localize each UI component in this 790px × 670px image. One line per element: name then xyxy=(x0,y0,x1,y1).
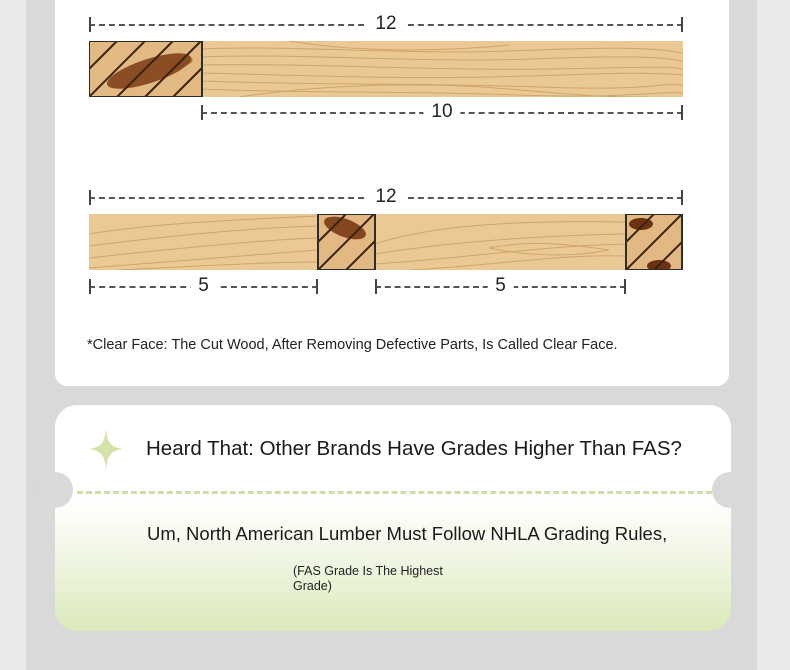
dashed-divider xyxy=(77,491,712,494)
ticket-notch-left xyxy=(37,472,73,508)
dimension-label: 5 xyxy=(190,276,217,296)
dimension-10-bottom-1 xyxy=(201,102,683,122)
defect-zone-3 xyxy=(626,214,683,270)
dimension-5-right xyxy=(375,276,626,296)
dimension-label: 10 xyxy=(423,102,460,122)
clear-face-note: *Clear Face: The Cut Wood, After Removing Defective Parts, Is Called Clear Face. xyxy=(87,337,618,353)
dimension-5-left xyxy=(89,276,318,296)
wood-board-2 xyxy=(89,214,683,270)
dimension-12-top-2 xyxy=(89,187,683,207)
sparkle-icon xyxy=(89,429,123,474)
faq-question: Heard That: Other Brands Have Grades Higher Than FAS? xyxy=(146,437,682,460)
wood-board-1 xyxy=(89,41,683,97)
faq-answer: Um, North American Lumber Must Follow NHLA Grading Rules, xyxy=(147,523,668,544)
defect-zone-1 xyxy=(89,41,202,97)
dimension-label: 12 xyxy=(367,187,404,207)
defect-zone-2 xyxy=(318,214,375,270)
dimension-label: 12 xyxy=(367,14,404,34)
dimension-label: 5 xyxy=(487,276,514,296)
faq-answer-note: (FAS Grade Is The Highest Grade) xyxy=(293,564,443,593)
dimension-12-top-1 xyxy=(89,14,683,34)
ticket-notch-right xyxy=(712,472,748,508)
